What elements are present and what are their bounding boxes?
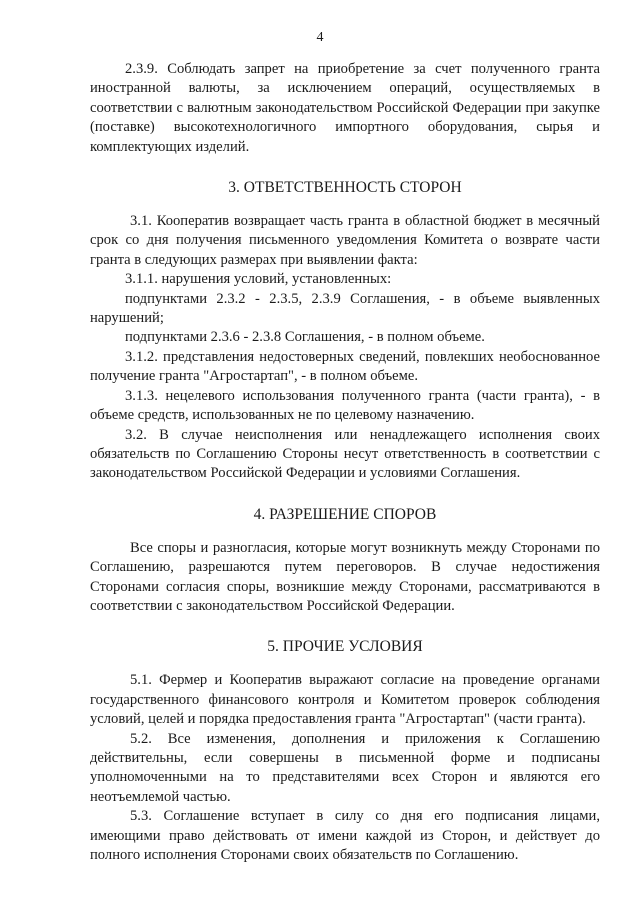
clause-3-1-1-a: подпунктами 2.3.2 - 2.3.5, 2.3.9 Соглашения, - в объеме выявленных нарушений; [90, 290, 600, 327]
document-body [90, 60, 600, 865]
clause-3-1-1: 3.1.1. нарушения условий, установленных: [125, 271, 392, 288]
section-3-title: 3. ОТВЕТСТВЕННОСТЬ СТОРОН [228, 179, 462, 197]
clause-5-1: 5.1. Фермер и Кооператив выражают согласие на проведение органами государственного финансового контроля и Комитетом проверок соблюдения условий, целей и порядка предоставления гранта "Агростартап" (части гранта). [90, 672, 600, 728]
clause-2-3-9: 2.3.9. Соблюдать запрет на приобретение за счет полученного гранта иностранной валюты, за исключением операций, осуществляемых в соответствии с валютным законодательством Российской Федерации при закупке (поставке) высокотехнологичного импортного оборудования, сырья и комплектующих изделий. [90, 61, 600, 155]
clause-4-1: Все споры и разногласия, которые могут возникнуть между Сторонами по Соглашению, разрешаются путем переговоров. В случае недостижения Сторонами согласия споры, возникшие между Сторонами, рассматриваются в соответствии с законодательством Российской Федерации. [90, 539, 600, 614]
clause-3-2: 3.2. В случае неисполнения или ненадлежащего исполнения своих обязательств по Соглашению Стороны несут ответственность в соответствии с законодательством Российской Федерации и условиями Соглашения. [90, 426, 600, 482]
clause-3-1-2: 3.1.2. представления недостоверных сведений, повлекших необоснованное получение гранта "Агростартап", - в полном объеме. [90, 348, 600, 385]
clause-3-1-3: 3.1.3. нецелевого использования полученного гранта (части гранта), - в объеме средств, использованных не по целевому назначению. [90, 387, 600, 424]
clause-5-2: 5.2. Все изменения, дополнения и приложения к Соглашению действительны, если совершены в письменной форме и подписаны уполномоченными на то представителями всех Сторон и являются его неотъемлемой частью. [90, 730, 600, 805]
clause-5-3: 5.3. Соглашение вступает в силу со дня его подписания лицами, имеющими право действовать от имени каждой из Сторон, и действует до полного исполнения Сторонами своих обязательств по Соглашению. [90, 808, 600, 863]
clause-3-1-1-b: подпунктами 2.3.6 - 2.3.8 Соглашения, - в полном объеме. [125, 329, 485, 346]
clause-3-1: 3.1. Кооператив возвращает часть гранта в областной бюджет в месячный срок со дня получения письменного уведомления Комитета о возврате части гранта в следующих размерах при выявлении факта: [90, 213, 600, 268]
page-number: 4 [316, 30, 324, 45]
section-4-title: 4. РАЗРЕШЕНИЕ СПОРОВ [253, 505, 437, 523]
section-5-title: 5. ПРОЧИЕ УСЛОВИЯ [267, 638, 423, 656]
